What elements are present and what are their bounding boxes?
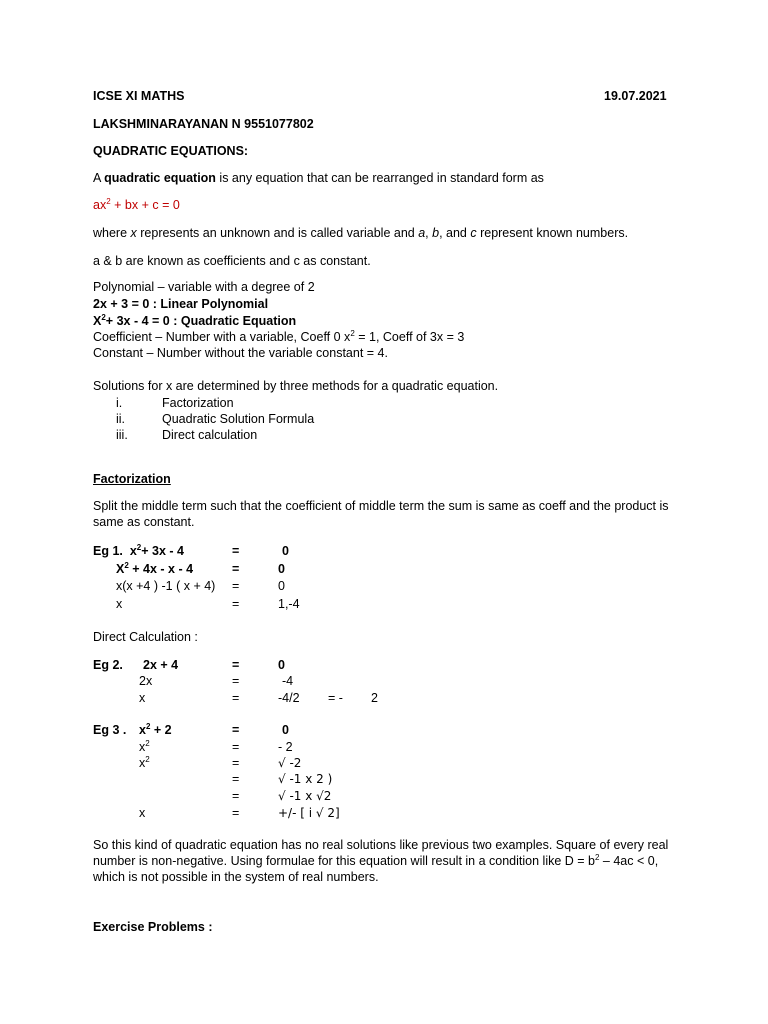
author-line: LAKSHMINARAYANAN N 9551077802 bbox=[93, 117, 314, 131]
eg1-term: X bbox=[116, 562, 125, 576]
where-text: , bbox=[425, 226, 433, 240]
intro-text-end: is any equation that can be rearranged in standard form as bbox=[215, 171, 544, 185]
list-item-number: ii. bbox=[116, 412, 126, 426]
eg1-step: x bbox=[116, 597, 123, 611]
conclusion-exponent: 2 bbox=[595, 852, 600, 862]
intro-term: quadratic equation bbox=[104, 171, 216, 185]
eg1-rhs: 0 bbox=[278, 562, 285, 576]
equals-sign: = bbox=[232, 772, 240, 786]
eg2-final-value: 2 bbox=[371, 691, 378, 705]
equals-sign: = bbox=[232, 806, 240, 820]
standard-form bbox=[93, 197, 180, 213]
coefficient-def-b: = 1, Coeff of 3x = 3 bbox=[354, 330, 465, 344]
eg3-step bbox=[139, 722, 172, 738]
list-item: Factorization bbox=[162, 396, 234, 410]
where-text: , and bbox=[439, 226, 471, 240]
eg1-exponent: 2 bbox=[136, 542, 142, 552]
equals-sign: = bbox=[232, 756, 240, 770]
conclusion-paragraph bbox=[93, 837, 683, 885]
where-text: represent known numbers. bbox=[476, 226, 629, 240]
eg3-exponent: 2 bbox=[145, 754, 150, 764]
var-a: a bbox=[418, 226, 426, 240]
eg2-rhs: 0 bbox=[278, 658, 285, 672]
eg2-equals-minus: = - bbox=[328, 691, 343, 705]
eg2-step: x bbox=[139, 691, 146, 705]
standard-form-exponent: 2 bbox=[106, 196, 111, 206]
eg3-term: x bbox=[139, 723, 146, 737]
factorization-heading: Factorization bbox=[93, 472, 171, 486]
eg1-step: x(x +4 ) -1 ( x + 4) bbox=[116, 579, 216, 593]
eg3-rhs: 0 bbox=[282, 723, 289, 737]
equals-sign: = bbox=[232, 544, 240, 558]
eg3-rhs: √ -2 bbox=[278, 756, 302, 770]
where-text: represents an unknown and is called variable and bbox=[136, 226, 419, 240]
example-label bbox=[93, 543, 184, 559]
eg3-step bbox=[139, 739, 150, 755]
list-item-number: iii. bbox=[116, 428, 128, 442]
coefficient-def-a: Coefficient – Number with a variable, Coeff 0 x bbox=[93, 330, 351, 344]
eg1-exponent: 2 bbox=[124, 560, 129, 570]
var-x: x bbox=[130, 226, 137, 240]
var-b: b bbox=[432, 226, 440, 240]
methods-intro: Solutions for x are determined by three methods for a quadratic equation. bbox=[93, 379, 499, 393]
eg2-rhs: -4 bbox=[282, 674, 294, 688]
equals-sign: = bbox=[232, 658, 240, 672]
intro-text-start: A bbox=[93, 171, 105, 185]
document-date: 19.07.2021 bbox=[604, 89, 667, 103]
exercise-heading: Exercise Problems : bbox=[93, 920, 213, 934]
eg3-rhs: +/- [ i √ 2] bbox=[278, 806, 340, 820]
eg2-step: 2x bbox=[139, 674, 153, 688]
eg3-rhs: - 2 bbox=[278, 740, 293, 754]
factorization-description: Split the middle term such that the coefficient of middle term the sum is same as coeff and the product is same as constant. bbox=[93, 499, 669, 529]
eg3-rhs: √ -1 x 2 ) bbox=[278, 772, 333, 786]
eg3-term: x bbox=[139, 756, 146, 770]
intro-paragraph bbox=[93, 170, 544, 186]
polynomial-def: Polynomial – variable with a degree of 2 bbox=[93, 280, 315, 294]
eg2-step: 2x + 4 bbox=[143, 658, 179, 672]
example-2-label: Eg 2. bbox=[93, 658, 123, 672]
equals-sign: = bbox=[232, 789, 240, 803]
list-item: Direct calculation bbox=[162, 428, 258, 442]
conclusion-text-b: – 4ac < 0, which is not possible in the system of real numbers. bbox=[93, 854, 659, 884]
eg3-step: x bbox=[139, 806, 146, 820]
var-c: c bbox=[470, 226, 477, 240]
linear-def: 2x + 3 = 0 : Linear Polynomial bbox=[93, 297, 269, 311]
constant-def: Constant – Number without the variable constant = 4. bbox=[93, 346, 388, 360]
eg3-rhs: √ -1 x √2 bbox=[278, 789, 332, 803]
equals-sign: = bbox=[232, 723, 240, 737]
eg1-rhs: 0 bbox=[282, 544, 289, 558]
example-3-label: Eg 3 . bbox=[93, 723, 127, 737]
quadratic-def bbox=[93, 313, 296, 329]
conclusion-text-a: So this kind of quadratic equation has no real solutions like previous two examples. Square of every real number is non-negative. Using formulae for this equation will result in a condition like D = b bbox=[93, 838, 669, 868]
eg3-term: x bbox=[139, 740, 146, 754]
equals-sign: = bbox=[232, 691, 240, 705]
eg2-rhs: -4/2 bbox=[278, 691, 300, 705]
eg1-term: + 4x - x - 4 bbox=[128, 562, 194, 576]
coefficient-def-exponent: 2 bbox=[350, 328, 355, 338]
coefficient-def bbox=[93, 329, 464, 345]
coefficient-line: a & b are known as coefficients and c as constant. bbox=[93, 254, 371, 268]
eg1-rhs: 0 bbox=[278, 579, 285, 593]
eg1-step bbox=[116, 561, 193, 577]
where-sentence bbox=[93, 225, 628, 241]
direct-calculation-heading: Direct Calculation : bbox=[93, 630, 198, 644]
where-text: where bbox=[93, 226, 131, 240]
equals-sign: = bbox=[232, 579, 240, 593]
eg1-term: x bbox=[129, 544, 137, 558]
quadratic-def-b: + 3x - 4 = 0 : Quadratic Equation bbox=[105, 314, 297, 328]
eg3-exponent: 2 bbox=[145, 721, 151, 731]
quadratic-def-exponent: 2 bbox=[101, 312, 106, 322]
topic-heading: QUADRATIC EQUATIONS: bbox=[93, 144, 249, 158]
example-1-label: Eg 1. bbox=[93, 544, 123, 558]
list-item: Quadratic Solution Formula bbox=[162, 412, 315, 426]
equals-sign: = bbox=[232, 562, 240, 576]
equals-sign: = bbox=[232, 597, 240, 611]
quadratic-def-a: X bbox=[93, 314, 102, 328]
list-item-number: i. bbox=[116, 396, 123, 410]
eg3-exponent: 2 bbox=[145, 738, 150, 748]
standard-form-a: ax bbox=[93, 198, 107, 212]
standard-form-rest: + bx + c = 0 bbox=[114, 198, 180, 212]
equals-sign: = bbox=[232, 740, 240, 754]
eg3-term: + 2 bbox=[150, 723, 172, 737]
course-title: ICSE XI MATHS bbox=[93, 89, 185, 103]
equals-sign: = bbox=[232, 674, 240, 688]
eg1-rhs: 1,-4 bbox=[278, 597, 300, 611]
eg1-term: + 3x - 4 bbox=[141, 544, 184, 558]
eg3-step bbox=[139, 755, 150, 771]
